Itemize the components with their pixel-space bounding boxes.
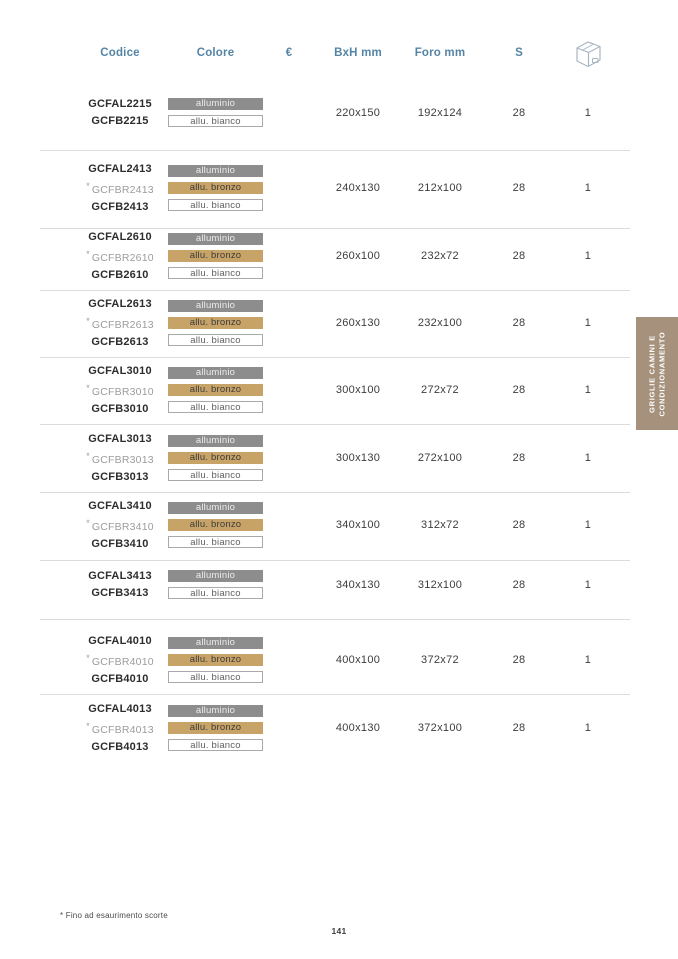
thickness-value: 28 <box>512 106 526 119</box>
bxh-value: 300x100 <box>335 384 381 396</box>
foro-value: 192x124 <box>417 106 463 119</box>
category-label-line2: CONDIZIONAMENTO <box>657 331 666 416</box>
color-cell <box>168 570 263 599</box>
product-code: * GCFBR2610 <box>86 248 154 264</box>
thickness-value: 28 <box>512 578 526 591</box>
row-separator <box>40 694 630 695</box>
color-swatch-bianco: allu. bianco <box>168 334 263 346</box>
bxh-value: 260x130 <box>335 317 381 329</box>
color-swatch-alluminio: alluminio <box>168 367 263 379</box>
product-code: GCFAL3013 <box>88 432 152 445</box>
code-cell <box>72 633 168 688</box>
thickness-value: 28 <box>512 384 526 396</box>
thickness-value: 28 <box>512 654 526 666</box>
color-cell <box>168 435 263 481</box>
code-cell <box>72 431 168 486</box>
row-separator <box>40 228 630 229</box>
product-code: GCFB3013 <box>91 470 149 483</box>
color-cell <box>168 165 263 211</box>
product-code: GCFB4010 <box>91 672 149 685</box>
limited-stock-asterisk: * <box>86 450 90 461</box>
pack-quantity-value: 1 <box>584 182 592 194</box>
color-swatch-bronzo: allu. bronzo <box>168 519 263 531</box>
row-separator <box>40 290 630 291</box>
bxh-value: 240x130 <box>335 182 381 194</box>
color-cell <box>168 233 263 279</box>
column-header-foro: Foro mm <box>414 47 466 59</box>
category-side-tab <box>636 317 678 430</box>
product-code: * GCFBR2613 <box>86 315 154 331</box>
code-cell <box>72 161 168 216</box>
product-code: * GCFBR3013 <box>86 450 154 466</box>
product-code: GCFB3010 <box>91 402 149 415</box>
column-header-codice: Codice <box>100 47 140 59</box>
product-code: GCFAL4010 <box>88 634 152 647</box>
foro-value: 372x100 <box>417 722 463 734</box>
table-row <box>0 633 678 687</box>
product-code: GCFAL2610 <box>88 230 152 243</box>
row-separator <box>40 424 630 425</box>
bxh-value: 340x100 <box>335 519 381 531</box>
pack-quantity-value: 1 <box>584 250 592 262</box>
color-swatch-bianco: allu. bianco <box>168 739 263 751</box>
row-separator <box>40 150 630 151</box>
color-cell <box>168 367 263 413</box>
table-row <box>0 229 678 283</box>
color-swatch-alluminio: alluminio <box>168 570 263 582</box>
row-separator <box>40 357 630 358</box>
product-code: GCFB4013 <box>91 740 149 753</box>
color-cell <box>168 300 263 346</box>
code-cell <box>72 498 168 553</box>
color-swatch-bianco: allu. bianco <box>168 587 263 599</box>
row-separator <box>40 560 630 561</box>
page-number: 141 <box>331 926 347 936</box>
column-header-colore: Colore <box>196 47 235 59</box>
foro-value: 232x100 <box>417 317 463 329</box>
pack-quantity-value: 1 <box>584 578 592 591</box>
color-swatch-bianco: allu. bianco <box>168 671 263 683</box>
color-swatch-bianco: allu. bianco <box>168 115 263 127</box>
limited-stock-asterisk: * <box>86 382 90 393</box>
color-swatch-bronzo: allu. bronzo <box>168 250 263 262</box>
product-code: GCFB3413 <box>91 586 149 599</box>
table-row <box>0 498 678 552</box>
product-code: GCFB2413 <box>91 200 149 213</box>
bxh-value: 260x100 <box>335 250 381 262</box>
limited-stock-asterisk: * <box>86 248 90 259</box>
thickness-value: 28 <box>512 182 526 194</box>
color-swatch-alluminio: alluminio <box>168 637 263 649</box>
code-cell <box>72 363 168 418</box>
bxh-value: 400x130 <box>335 722 381 734</box>
table-row <box>0 161 678 215</box>
thickness-value: 28 <box>512 317 526 329</box>
category-side-tab-label <box>636 317 678 430</box>
limited-stock-asterisk: * <box>86 315 90 326</box>
code-cell <box>72 229 168 284</box>
color-swatch-alluminio: alluminio <box>168 233 263 245</box>
color-swatch-bianco: allu. bianco <box>168 199 263 211</box>
table-row <box>0 94 678 131</box>
product-code: GCFB2613 <box>91 335 149 348</box>
limited-stock-asterisk: * <box>86 180 90 191</box>
color-swatch-alluminio: alluminio <box>168 435 263 447</box>
bxh-value: 220x150 <box>335 106 381 119</box>
product-code: GCFAL2413 <box>88 162 152 175</box>
code-cell <box>72 296 168 351</box>
table-row <box>0 701 678 755</box>
pack-quantity-value: 1 <box>584 722 592 734</box>
thickness-value: 28 <box>512 722 526 734</box>
color-swatch-alluminio: alluminio <box>168 98 263 110</box>
product-code: GCFB2610 <box>91 268 149 281</box>
table-row <box>0 431 678 485</box>
pack-quantity-value: 1 <box>584 106 592 119</box>
thickness-value: 28 <box>512 452 526 464</box>
color-cell <box>168 98 263 127</box>
pack-quantity-value: 1 <box>584 519 592 531</box>
foro-value: 372x72 <box>421 654 459 666</box>
product-code: GCFAL2215 <box>88 97 152 110</box>
product-code: GCFAL3413 <box>88 569 152 582</box>
color-swatch-bianco: allu. bianco <box>168 536 263 548</box>
pack-quantity-value: 1 <box>584 317 592 329</box>
code-cell <box>72 568 168 602</box>
code-cell <box>72 701 168 756</box>
column-header-s: S <box>515 47 523 59</box>
product-code: * GCFBR4013 <box>86 720 154 736</box>
foro-value: 232x72 <box>421 250 459 262</box>
color-swatch-alluminio: alluminio <box>168 300 263 312</box>
product-code: GCFB2215 <box>91 114 149 127</box>
column-header-bxh: BxH mm <box>334 47 382 59</box>
color-swatch-bronzo: allu. bronzo <box>168 452 263 464</box>
table-row <box>0 296 678 350</box>
column-header-euro: € <box>285 47 293 59</box>
pack-quantity-value: 1 <box>584 384 592 396</box>
product-code: GCFAL2613 <box>88 297 152 310</box>
bxh-value: 300x130 <box>335 452 381 464</box>
color-swatch-bronzo: allu. bronzo <box>168 182 263 194</box>
thickness-value: 28 <box>512 250 526 262</box>
color-cell <box>168 637 263 683</box>
pack-quantity-value: 1 <box>584 654 592 666</box>
color-swatch-bronzo: allu. bronzo <box>168 654 263 666</box>
limited-stock-asterisk: * <box>86 720 90 731</box>
color-swatch-bronzo: allu. bronzo <box>168 722 263 734</box>
color-swatch-alluminio: alluminio <box>168 705 263 717</box>
limited-stock-asterisk: * <box>86 517 90 528</box>
pack-quantity-value: 1 <box>584 452 592 464</box>
bxh-value: 400x100 <box>335 654 381 666</box>
color-cell <box>168 705 263 751</box>
color-swatch-alluminio: alluminio <box>168 165 263 177</box>
color-swatch-bianco: allu. bianco <box>168 469 263 481</box>
availability-footnote: * Fino ad esaurimento scorte <box>60 911 168 920</box>
color-swatch-alluminio: alluminio <box>168 502 263 514</box>
product-code: * GCFBR3010 <box>86 382 154 398</box>
thickness-value: 28 <box>512 519 526 531</box>
color-swatch-bronzo: allu. bronzo <box>168 384 263 396</box>
product-code: * GCFBR2413 <box>86 180 154 196</box>
product-code: * GCFBR4010 <box>86 652 154 668</box>
foro-value: 272x100 <box>417 452 463 464</box>
product-code: GCFAL4013 <box>88 702 152 715</box>
category-label-line1: GRIGLIE CAMINI E <box>647 334 656 413</box>
foro-value: 272x72 <box>421 384 459 396</box>
color-swatch-bronzo: allu. bronzo <box>168 317 263 329</box>
table-row <box>0 363 678 417</box>
color-swatch-bianco: allu. bianco <box>168 401 263 413</box>
limited-stock-asterisk: * <box>86 652 90 663</box>
product-code: GCFB3410 <box>91 537 149 550</box>
row-separator <box>40 619 630 620</box>
product-code: GCFAL3410 <box>88 499 152 512</box>
color-swatch-bianco: allu. bianco <box>168 267 263 279</box>
row-separator <box>40 492 630 493</box>
product-code: GCFAL3010 <box>88 364 152 377</box>
table-row <box>0 566 678 603</box>
foro-value: 312x100 <box>417 578 463 591</box>
product-code: * GCFBR3410 <box>86 517 154 533</box>
foro-value: 212x100 <box>417 182 463 194</box>
bxh-value: 340x130 <box>335 578 381 591</box>
color-cell <box>168 502 263 548</box>
code-cell <box>72 96 168 130</box>
foro-value: 312x72 <box>421 519 459 531</box>
